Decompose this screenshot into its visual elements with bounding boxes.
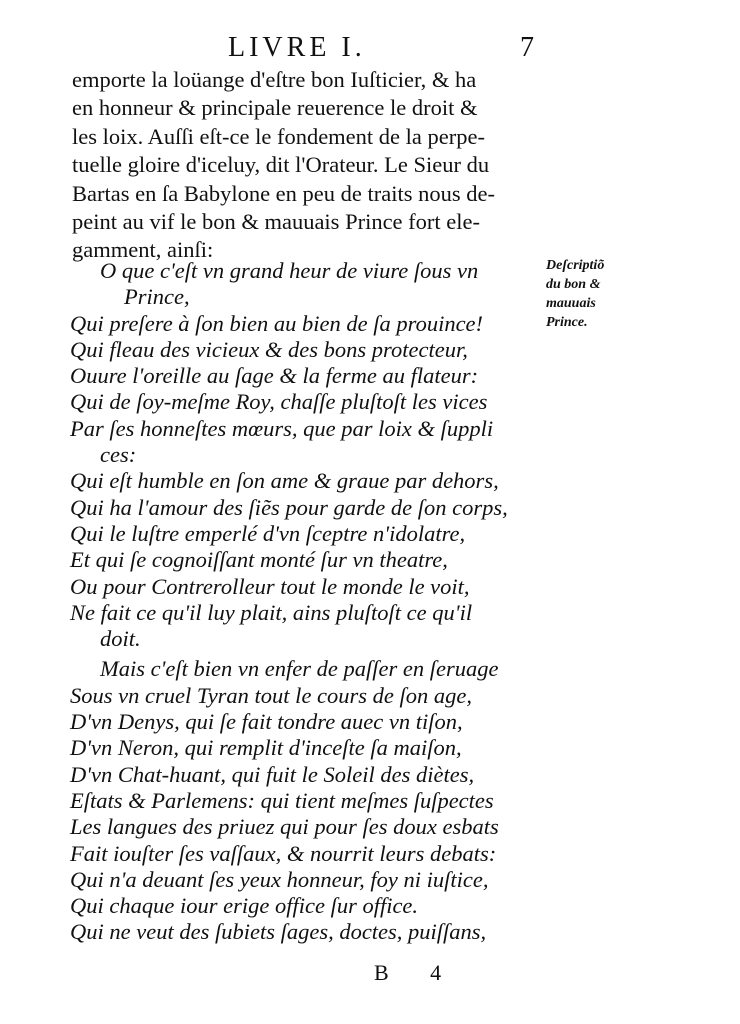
prose-line: les loix. Auſſi eſt-ce le fondement de la perpe- [72, 123, 485, 149]
verse-line: Mais c'eſt bien vn enfer de paſſer en ſeruage [100, 656, 499, 682]
verse-line: D'vn Chat-huant, qui fuit le Soleil des diètes, [70, 761, 475, 787]
verse-line: Qui preſere à ſon bien au bien de ſa prouince! [70, 310, 484, 336]
verse-line: ces: [100, 442, 137, 468]
prose-line: Bartas en ſa Babylone en peu de traits nous de- [72, 180, 495, 206]
verse-line: Et qui ſe cognoiſſant monté ſur vn theatre, [70, 547, 448, 573]
verse-line: Qui n'a deuant ſes yeux honneur, foy ni iuſtice, [70, 866, 489, 892]
verse-line: Eſtats & Parlemens: qui tient meſmes ſuſpectes [70, 787, 494, 813]
verse-line: Les langues des priuez qui pour ſes doux esbats [70, 814, 499, 840]
verse-line: Qui ne veut des ſubiets ſages, doctes, puiſſans, [70, 919, 487, 945]
page-header [0, 28, 740, 68]
verse-line: Prince, [124, 284, 190, 310]
verse-line: Sous vn cruel Tyran tout le cours de ſon age, [70, 682, 473, 708]
prose-line: peint au vif le bon & mauuais Prince fort ele- [72, 208, 480, 234]
verse-line: Fait iouſter ſes vaſſaux, & nourrit leurs debats: [70, 840, 497, 866]
verse-line: doit. [100, 626, 141, 652]
verse-line: Qui ha l'amour des ſiẽs pour garde de ſon corps, [70, 494, 508, 520]
verse-line: O que c'eſt vn grand heur de viure ſous vn [100, 258, 479, 283]
marginal-note-line: Deſcriptiõ [546, 258, 605, 273]
prose-line: emporte la loüange d'eſtre bon Iuſticier, & ha [72, 67, 477, 92]
verse-line: Ne fait ce qu'il luy plait, ains pluſtoſt ce qu'il [70, 599, 473, 625]
verse-line: Qui le luſtre emperlé d'vn ſceptre n'idolatre, [70, 520, 466, 546]
page-number: 7 [520, 32, 534, 63]
verse-quotation [70, 258, 550, 946]
marginal-note-line: du bon & [546, 277, 601, 292]
marginal-note-line: mauuais [546, 296, 596, 311]
verse-line: Par ſes honneſtes mœurs, que par loix & ſuppli [70, 415, 494, 441]
verse-line: D'vn Denys, qui ſe fait tondre auec vn tiſon, [70, 709, 463, 735]
verse-line: Qui fleau des vicieux & des bons protecteur, [70, 336, 468, 362]
marginal-note-line: Prince. [546, 315, 588, 330]
prose-line: en honneur & principale reuerence le droit & [72, 95, 478, 121]
running-head: LIVRE I. [228, 32, 366, 63]
verse-line: Ouure l'oreille au ſage & la ferme au flateur: [70, 363, 479, 389]
signature-mark: B 4 [374, 960, 460, 985]
verse-line: Qui eſt humble en ſon ame & graue par dehors, [70, 468, 499, 494]
prose-line: gamment, ainſi: [72, 237, 214, 263]
prose-paragraph [72, 66, 552, 265]
verse-line: D'vn Neron, qui remplit d'inceſte ſa maiſon, [70, 735, 462, 761]
marginal-note [546, 256, 646, 332]
prose-line: tuelle gloire d'iceluy, dit l'Orateur. Le Sieur du [72, 152, 490, 178]
verse-line: Qui chaque iour erige office ſur office. [70, 893, 419, 919]
verse-line: Ou pour Contrerolleur tout le monde le voit, [70, 573, 470, 599]
verse-line: Qui de ſoy-meſme Roy, chaſſe pluſtoſt les vices [70, 389, 488, 415]
